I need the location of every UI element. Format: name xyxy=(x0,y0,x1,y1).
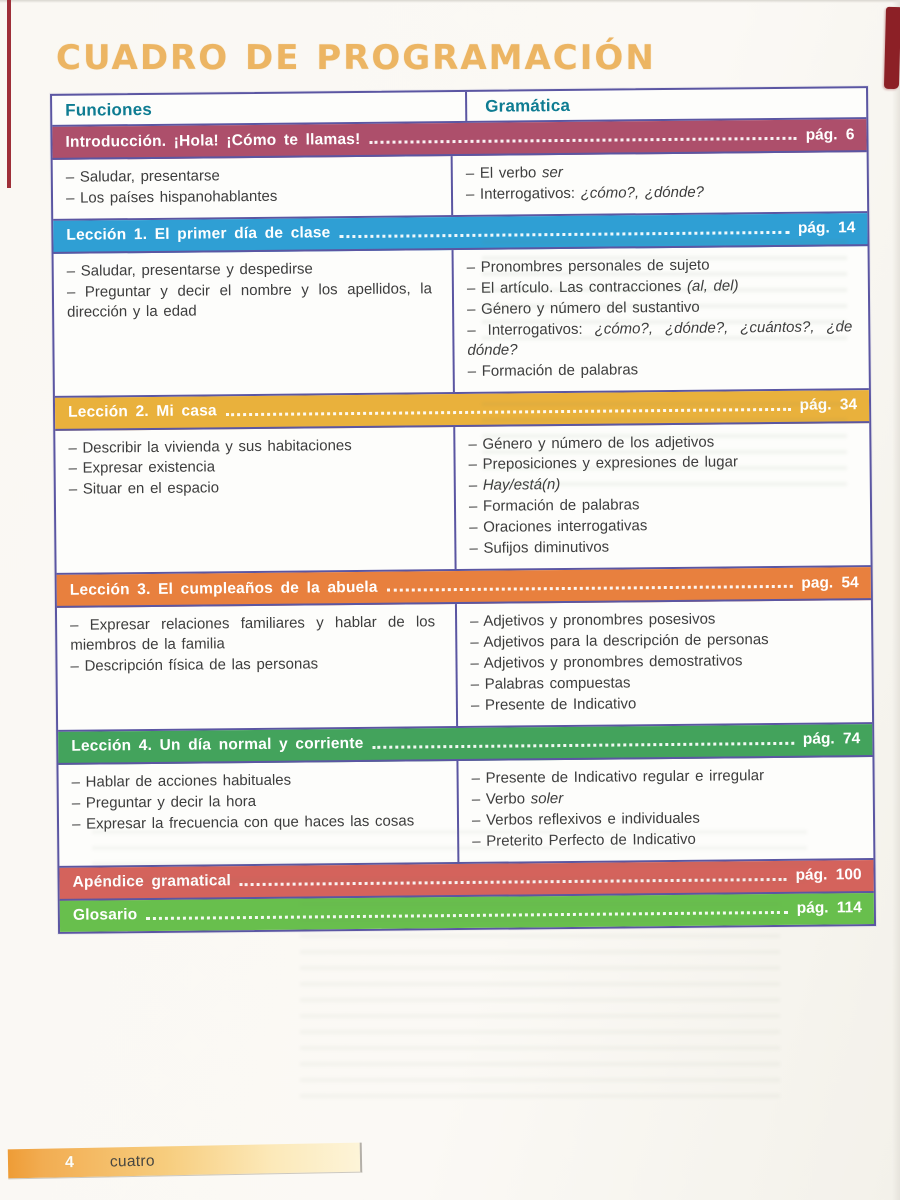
section-page-ref: pág. 6 xyxy=(805,125,855,144)
section-title: Apéndice gramatical xyxy=(72,872,232,891)
section-page-ref: pág. 74 xyxy=(802,730,861,749)
list-item: – Preterito Perfecto de Indicativo xyxy=(472,830,696,850)
section-page-ref: pág. 100 xyxy=(795,866,862,884)
page-number-word: cuatro xyxy=(109,1152,155,1170)
section-page-ref: pág. 114 xyxy=(796,899,862,917)
section-content-leccion-3 xyxy=(57,600,872,731)
list-item: – Hablar de acciones habituales xyxy=(71,771,292,791)
section-title: Lección 1. El primer día de clase xyxy=(66,224,331,245)
list-item: – Presente de Indicativo regular e irregular xyxy=(471,766,765,787)
list-item: – Expresar existencia xyxy=(68,458,216,478)
dotted-leader xyxy=(146,910,787,919)
dotted-leader xyxy=(373,742,794,749)
list-item: – Adjetivos y pronombres posesivos xyxy=(470,610,716,631)
section-title: Introducción. ¡Hola! ¡Cómo te llamas! xyxy=(65,130,361,151)
scan-red-mark-top-right xyxy=(884,7,900,89)
funciones-cell xyxy=(55,427,456,573)
gramatica-cell xyxy=(453,152,868,215)
section-header-glosario xyxy=(60,893,874,932)
list-item: – Pronombres personales de sujeto xyxy=(466,256,710,276)
section-page-ref: pág. 14 xyxy=(797,219,856,238)
funciones-cell xyxy=(57,604,458,730)
list-item: – Sufijos diminutivos xyxy=(469,538,610,558)
funciones-cell xyxy=(58,761,459,866)
list-item: – Preguntar y decir el nombre y los apellidos, la dirección y la edad xyxy=(66,280,432,321)
section-content-introduccion xyxy=(53,152,868,221)
section-content-leccion-4 xyxy=(58,757,873,868)
list-item: – Expresar relaciones familiares y hablar de los miembros de la familia xyxy=(70,613,436,654)
dotted-leader xyxy=(387,585,793,592)
list-item: – Preposiciones y expresiones de lugar xyxy=(468,453,738,474)
scan-red-edge-left xyxy=(7,0,11,188)
page-title: CUADRO DE PROGRAMACIÓN xyxy=(56,38,656,78)
column-header-funciones: Funciones xyxy=(52,92,467,125)
list-item: – El verbo ser xyxy=(465,164,563,182)
section-title: Lección 2. Mi casa xyxy=(67,402,217,421)
list-item: – Saludar, presentarse y despedirse xyxy=(66,260,313,280)
footer-page-bar xyxy=(8,1143,363,1180)
list-item: – Describir la vivienda y sus habitaciones xyxy=(68,436,352,457)
funciones-cell xyxy=(53,156,454,219)
list-item: – Descripción física de las personas xyxy=(70,655,319,675)
list-item: – Preguntar y decir la hora xyxy=(71,792,257,812)
list-item: – El artículo. Las contracciones (al, del) xyxy=(466,277,739,297)
list-item: – Interrogativos: ¿cómo?, ¿dónde?, ¿cuántos?, ¿de dónde? xyxy=(467,317,853,359)
dotted-leader xyxy=(339,231,788,238)
gramatica-cell xyxy=(457,600,872,726)
list-item: – Saludar, presentarse xyxy=(65,167,220,186)
gramatica-cell xyxy=(455,423,870,570)
section-title: Lección 3. El cumpleaños de la abuela xyxy=(69,578,378,599)
list-item: – Presente de Indicativo xyxy=(470,695,637,714)
gramatica-cell xyxy=(454,246,869,392)
section-page-ref: pag. 54 xyxy=(801,573,859,592)
section-title: Glosario xyxy=(72,906,138,924)
section-content-leccion-1 xyxy=(54,246,869,397)
list-item: – Formación de palabras xyxy=(467,360,639,380)
list-item: – Verbo soler xyxy=(471,789,564,808)
section-page-ref: pág. 34 xyxy=(799,396,858,414)
list-item: – Los países hispanohablantes xyxy=(65,187,278,207)
funciones-cell xyxy=(54,250,455,395)
list-item: – Palabras compuestas xyxy=(470,674,631,693)
scan-edge-artifact-right xyxy=(892,0,900,1200)
list-item: – Hay/está(n) xyxy=(468,476,561,495)
list-item: – Interrogativos: ¿cómo?, ¿dónde? xyxy=(465,183,705,203)
section-content-leccion-2 xyxy=(55,423,870,575)
scan-edge-artifact-top xyxy=(0,0,900,3)
page-number: 4 xyxy=(64,1153,75,1171)
list-item: – Situar en el espacio xyxy=(68,479,220,499)
list-item: – Formación de palabras xyxy=(468,496,640,516)
list-item: – Género y número de los adjetivos xyxy=(468,433,715,453)
list-item: – Adjetivos para la descripción de personas xyxy=(470,631,769,651)
list-item: – Verbos reflexivos e individuales xyxy=(471,809,700,829)
list-item: – Expresar la frecuencia con que haces las cosas xyxy=(71,812,415,833)
column-header-gramatica: Gramática xyxy=(485,95,571,116)
program-table xyxy=(50,86,876,933)
list-item: – Adjetivos y pronombres demostrativos xyxy=(470,652,743,672)
dotted-leader xyxy=(240,877,787,885)
section-title: Lección 4. Un día normal y corriente xyxy=(71,735,364,756)
gramatica-cell xyxy=(458,757,873,862)
list-item: – Oraciones interrogativas xyxy=(469,517,648,537)
dotted-leader xyxy=(369,137,796,144)
list-item: – Género y número del sustantivo xyxy=(467,298,700,318)
dotted-leader xyxy=(226,407,791,415)
